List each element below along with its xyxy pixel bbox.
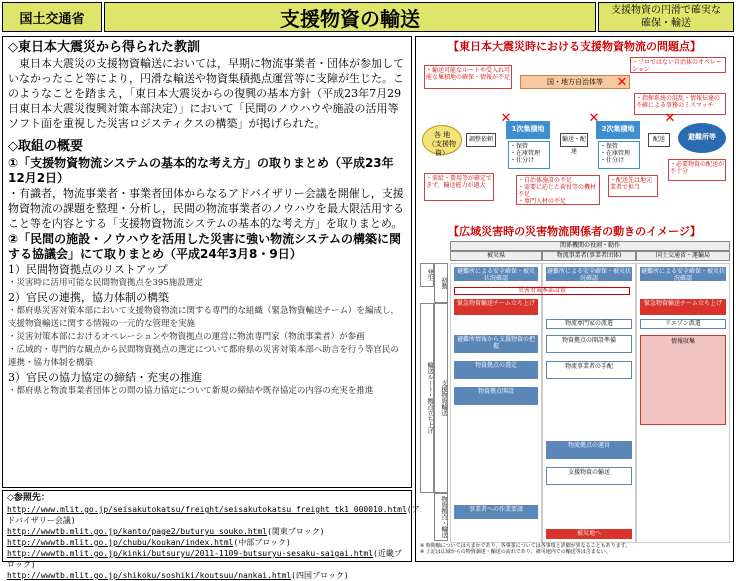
fig2-col-logistics-area xyxy=(542,263,636,543)
fig1-note-br: ・配送先は地元業者で担当 xyxy=(608,175,658,197)
fig1-note-tr: ・プロではない自治体のオペレーション xyxy=(630,57,726,73)
sub-item-1-note: ・災害時に活用可能な民間物資拠点を395施設選定 xyxy=(8,278,203,288)
subtitle-line-2: 確保・輸送 xyxy=(641,18,691,29)
fig2-box-safety-pref: 避難所による安全確保・被災状況確認 xyxy=(454,267,538,281)
page-title: 支援物資の輸送 xyxy=(104,2,596,32)
reference-url-4[interactable]: http://wwwtb.mlit.go.jp/kinki/butsuryu/2011-1109-butsuryu-sesaku-saigai.html xyxy=(7,549,374,558)
fig2-box-open: 物資拠点開設 xyxy=(454,387,538,405)
fig2-box-arrange: 物流事業者の手配 xyxy=(546,361,632,379)
fig2-row-label: 発生 xyxy=(420,263,434,287)
sub-item-2: 2）官民の連携，協力体制の構築 xyxy=(8,291,169,304)
fig2-box-operate: 物流拠点の運営 xyxy=(546,441,632,459)
fig1-request-box: 調整依頼 xyxy=(466,133,496,147)
fig2-box-safety-logi: 避難所による安全確保・被災状況確認 xyxy=(547,268,632,282)
figures-panel xyxy=(415,36,734,562)
fig1-deliver-box: 輸送・配達 xyxy=(560,133,588,147)
reference-link-2[interactable] xyxy=(7,526,407,537)
subtitle-box xyxy=(598,2,734,32)
fig2-col-logistics: 物流事業者(事業者団体) xyxy=(542,251,636,261)
fig2-row-label: 支援物資輸送 xyxy=(434,303,448,493)
sub-item-2-note-2: ・災害対策本部におけるオペレーションや物資拠点の運営に物流専門家（物流事業者）が参画 xyxy=(8,332,365,342)
sub-item-1: 1）民間物資拠点のリストアップ xyxy=(8,263,168,276)
fig2-col-mlit: 国土交通省・運輸局 xyxy=(636,251,730,261)
references-title: ◇参照先： xyxy=(7,493,50,503)
fig2-box-hq: 災害対策本部設置 xyxy=(454,287,630,295)
sub-item-3-note: ・都府県と物流事業者団体との間の協力協定について新規の締結や既存協定の内容の充実を推進 xyxy=(8,386,374,396)
reference-url-3[interactable]: http://wwwtb.mlit.go.jp/chubu/koukan/index.html xyxy=(7,538,234,547)
section-heading-overview: ◇取組の概要 xyxy=(8,139,83,154)
fig2-row-label: 初動 xyxy=(434,263,448,303)
reference-link-3[interactable] xyxy=(7,537,407,548)
fig1-note-tl: ・輸送可能なルートや受入れ可能な集積地の確保・情報が不足 xyxy=(424,65,512,89)
item-2-heading: ②「民間の施設・ノウハウを活用した災害に強い物流システムの構築に関する協議会」にて取りまとめ（平成24年3月8・9日） xyxy=(8,232,401,261)
reference-note-1: (アドバイザリー会議) xyxy=(7,505,420,525)
problem-x-icon: ✕ xyxy=(500,111,512,126)
fig2-box-prep: 物資拠点の開設準備 xyxy=(546,335,632,353)
fig2-box-team-mlit: 緊急物資輸送チーム立ち上げ xyxy=(640,299,726,315)
fig2-header: 関係機関の役割・動作 xyxy=(450,241,730,251)
reference-note-3: (中部ブロック) xyxy=(233,538,291,547)
problem-x-icon: ✕ xyxy=(664,111,676,126)
figure-2-title: 【広域災害時の災害物流関係者の動きのイメージ】 xyxy=(448,225,701,238)
fig1-supply-node: 各 地 （支援物資） xyxy=(422,125,462,155)
reference-note-4: (近畿ブロック) xyxy=(7,549,402,569)
sub-item-2-note-1: ・都府県災害対策本部において支援物資物流に関する専門的な組織（緊急物資輸送チーム）を編成し，支援物資輸送に関する情報の一元的な管理を実施 xyxy=(8,306,400,329)
fig2-box-needs: 避難所情報から支援物資の把握 xyxy=(454,335,538,353)
fig2-box-select: 物資拠点の選定 xyxy=(454,361,538,379)
fig1-shelter-node: 避難所等 xyxy=(678,123,726,153)
fig2-row-label: 輸送ルート・拠点立ち上げ xyxy=(420,303,434,493)
fig2-box-liaison: リエゾン派遣 xyxy=(640,319,726,329)
figure-1-title: 【東日本大震災時における支援物資物流の問題点】 xyxy=(448,40,701,53)
fig2-box-transport: 支援物資の輸送 xyxy=(546,467,632,485)
fig2-box-team-pref: 緊急物資輸送チーム立ち上げ xyxy=(454,299,538,315)
reference-note-5: (四国ブロック) xyxy=(291,571,349,580)
fig2-box-expert: 物流専門家の派遣 xyxy=(546,319,632,329)
lessons-panel xyxy=(2,36,412,488)
fig2-row-label: 物資拠点・輸送 xyxy=(434,493,448,541)
fig2-box-safety-mlit: 避難所による安全確保・被災状況確認 xyxy=(641,268,726,282)
lessons-body: 東日本大震災の支援物資輸送においては，早期に物流事業者・団体が参加していなかったこと等により，円滑な輸送や物資集積拠点運営等に支障が生じた。このようなことを踏まえ，「東日本大震災からの復興の基本方針（平成23年7月29日東日本大震災復興対策本部決定）」において「民間のノウハウや施設の活用等ソフト面を重視した災害ロジスティクスの構築」が掲げられた。 xyxy=(8,57,404,130)
fig2-box-destination: 被災地へ xyxy=(546,529,632,539)
sub-item-2-note-3: ・広域的・専門的な観点から民間物資拠点の選定について都府県の災害対策本部へ助言を行う等官民の連携・協力体制を構築 xyxy=(8,345,399,368)
fig1-stage2-tasks: ・保管 ・在庫管理 ・仕分け xyxy=(598,141,640,169)
fig1-note-bl: ・需給・費用等が確定できず、輸送能力が過大 xyxy=(424,173,494,201)
fig2-box-request: 事業者への作業要請 xyxy=(454,505,538,519)
reference-url-5[interactable]: http://wwwtb.mlit.go.jp/shikoku/soshiki/koutsuu/nankai.html xyxy=(7,571,292,580)
section-heading-lessons: ◇東日本大震災から得られた教訓 xyxy=(8,40,200,55)
fig1-stage1-tasks: ・保管 ・在庫管理 ・仕分け xyxy=(508,141,550,169)
fig1-deliver2-box: 配送 xyxy=(648,133,670,147)
fig1-note-r: ・指揮系統の混乱・情報伝達の不確による事務のミスマッチ xyxy=(634,93,726,115)
agency-label: 国土交通省 xyxy=(2,2,102,32)
fig1-gov-box: 国・地方自治体等 xyxy=(520,75,630,89)
reference-url-2[interactable]: http://wwwtb.mlit.go.jp/kanto/page2/buturyu_souko.html xyxy=(7,527,268,536)
fig1-stage2-box: 2次集積地 xyxy=(596,121,640,139)
reference-url-1[interactable]: http://www.mlit.go.jp/seisakutokatsu/freight/seisakutokatsu_freight_tk1_000010.html xyxy=(7,505,407,514)
figure-1-problems-diagram xyxy=(420,55,730,223)
figure-2-roles-diagram xyxy=(420,241,730,559)
reference-link-5[interactable] xyxy=(7,570,407,581)
problem-x-icon: ✕ xyxy=(588,111,600,126)
reference-link-1[interactable] xyxy=(7,504,420,526)
item-1-body: ・有識者，物流事業者・事業者団体からなるアドバイザリー会議を開催し，支援物資物流の課題を整理・分析し，民間の物流事業者のノウハウを最大限活用すること等を内容とする「支援物資物流システムの基本的な考え方」を取りまとめ。 xyxy=(8,187,404,230)
reference-link-4[interactable] xyxy=(7,548,407,570)
problem-x-icon: ✕ xyxy=(616,75,628,90)
fig2-footnote: ※ 時間軸については大まかであり、各事業については各事項と詳細が異なることもあります。 ※ 上記は広域からの物資調達・輸送の流れであり、被災地内での輸送等は含まない。 xyxy=(420,543,631,555)
references-panel xyxy=(2,490,420,580)
fig1-note-bc: ・自治体施設の不足 ・需要に応じた荷役等の機材不足 ・専門人材の不足 xyxy=(516,175,600,205)
fig1-stage1-box: 1次集積地 xyxy=(506,121,550,139)
subtitle-line-1: 支援物資の円滑で確実な xyxy=(611,5,721,16)
fig2-col-pref: 被災県 xyxy=(450,251,542,261)
fig2-box-info: 情報収集 xyxy=(640,335,726,425)
fig1-note-br2: ・必要物資の配送が不十分 xyxy=(668,159,726,181)
sub-item-3: 3）官民の協力協定の締結・充実の推進 xyxy=(8,371,202,384)
reference-note-2: (関東ブロック) xyxy=(267,527,325,536)
item-1-heading: ①「支援物資物流システムの基本的な考え方」の取りまとめ（平成23年12月2日） xyxy=(8,156,394,185)
